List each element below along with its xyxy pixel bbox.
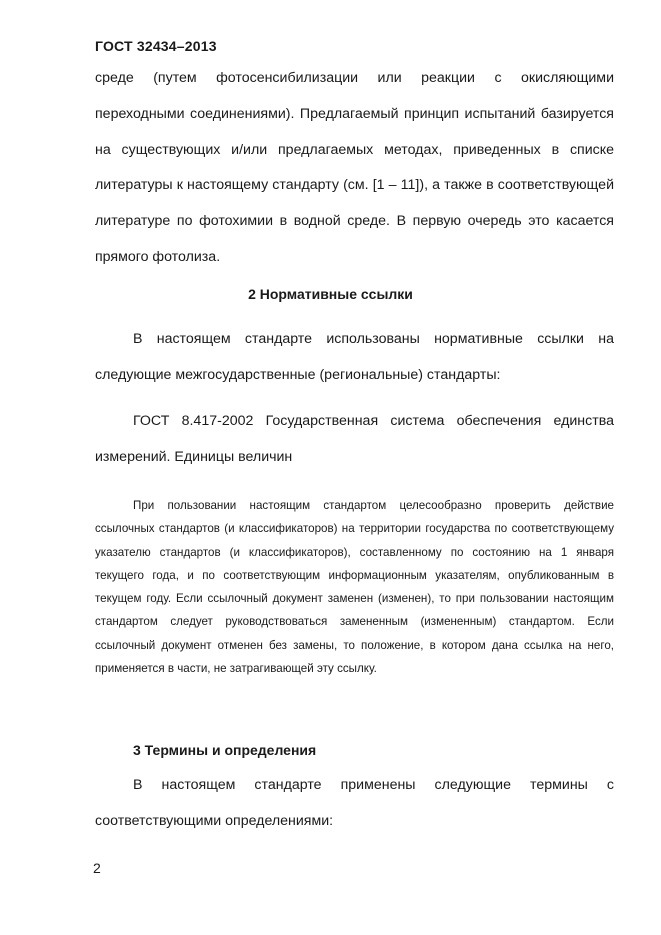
document-header: ГОСТ 32434–2013 <box>95 38 217 54</box>
section-2-title: 2 Нормативные ссылки <box>248 286 413 302</box>
intro-paragraph: среде (путем фотосенсибилизации или реакции с окисляющими переходными соединениями). Предлагаемый принцип испытаний базируется на существующих и/или предлагаемых методах, приведенных в списке литературы к настоящему стандарту (см. [1 – 11]), а также в соответствующей литературе по фотохимии в водной среде. В первую очередь это касается прямого фотолиза. <box>95 70 614 265</box>
section-3-title: 3 Термины и определения <box>133 742 317 758</box>
references-note: При пользовании настоящим стандартом целесообразно проверить действие ссылочных стандартов (и классификаторов) на территории государства по соответствующему указателю стандартов (и классификаторов), составленному по состоянию на 1 января текущего года, и по соответствующим информационным указателям, опубликованным в текущем году. Если ссылочный документ заменен (изменен), то при пользовании настоящим стандартом следует руководствоваться замененным (измененным) стандартом. Если ссылочный документ отменен без замены, то положение, в котором дана ссылка на него, применяется в части, не затрагивающей эту ссылку. <box>95 499 614 676</box>
terms-intro-paragraph: В настоящем стандарте применены следующие термины с соответствующими определениями: <box>95 777 614 829</box>
reference-gost-paragraph: ГОСТ 8.417-2002 Государственная система обеспечения единства измерений. Единицы величин <box>95 413 614 465</box>
page-number: 2 <box>93 860 101 876</box>
references-intro-paragraph: В настоящем стандарте использованы нормативные ссылки на следующие межгосударственные (региональные) стандарты: <box>95 331 614 383</box>
